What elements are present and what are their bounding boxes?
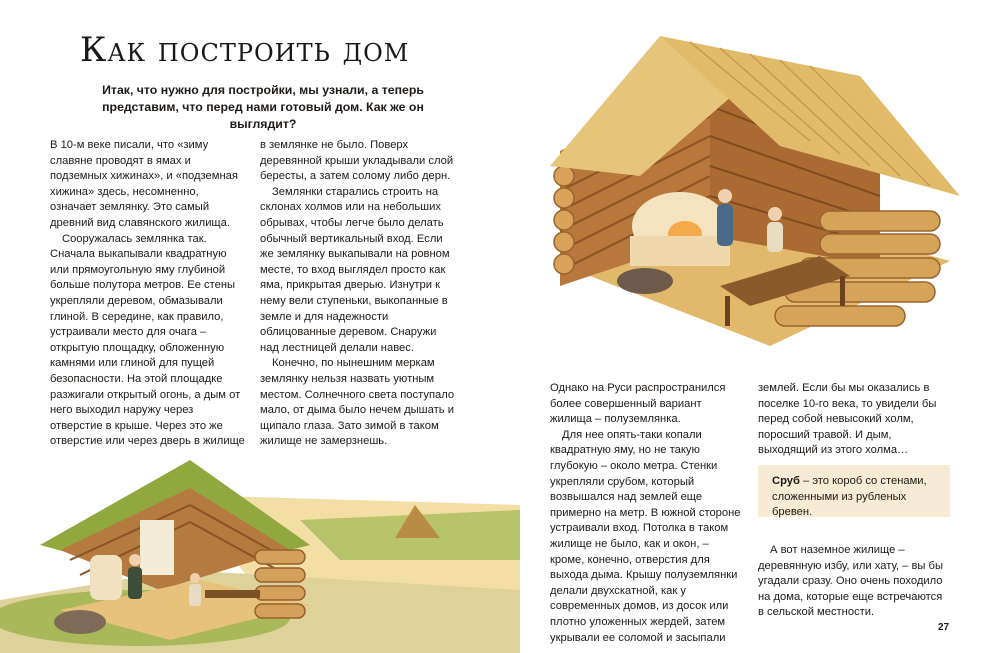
paragraph: В 10-м веке писали, что «зиму славяне проводят в ямах и подземных хижинах», и «подземная хижина» здесь, несомненно, означает землянку. Это самый древний вид славянского жилища.: [50, 139, 238, 229]
paragraph: землей. Если бы мы оказались в поселке 10-го века, то увидели бы перед собой невысокий холм, поросший травой. И дым, выходящий из этого холма…: [758, 382, 937, 457]
paragraph: Конечно, по нынешним меркам землянку нельзя назвать уютным местом. Солнечного света поступало мало, от дыма было нечем дышать и щипало глаза. Зато зимой в таком жилище не замерзнешь.: [260, 357, 455, 448]
definition-box: [758, 465, 950, 517]
text-column-2: [260, 138, 458, 450]
page-title: Как построить дом: [80, 30, 410, 70]
text-column-3: [550, 381, 745, 646]
dugout-illustration: [0, 450, 520, 653]
definition-term: Сруб: [772, 475, 800, 487]
paragraph: Для нее опять-таки копали квадратную яму, но не такую глубокую – около метра. Стенки укрепляли срубом, который возвышался над землей еще примерно на метр. В южной стороне устраивали вход. Потолка в таком жилище не было, как и окон, – кроме, конечно, отверстия для выхода дыма. Крышу полуземлянки делали двухскатной, как у современных домов, из досок или плотно уложенных жердей, затем укрывали ее соломой и засыпали: [550, 428, 741, 644]
paragraph: А вот наземное жилище – деревянную избу, или хату, – вы бы угадали сразу. Оно очень походило на дома, которые еще встречаются в сельской местности.: [758, 543, 944, 619]
paragraph: Землянки старались строить на склонах холмов или на небольших обрывах, чтобы легче было делать обычный вертикальный вход. Если же землянку выкапывали на ровном месте, то вход выглядел просто как яма, прикрытая дверью. Изнутри к нему вели ступеньки, выкопанные в земле и для надежности облицованные деревом. Снаружи над лестницей делали навес.: [260, 185, 450, 354]
definition-body: – это короб со стенами, сложенными из рубленых бревен.: [772, 475, 927, 519]
text-column-1: [50, 138, 248, 465]
definition-text: [772, 474, 944, 521]
paragraph: в землянке не было. Поверх деревянной крыши укладывали слой бересты, а затем солому либо дерн.: [260, 139, 454, 183]
paragraph: Сооружалась землянка так. Сначала выкапывали квадратную или прямоугольную яму глубиной больше полутора метров. Ее стены укрепляли деревом, обмазывали глиной. В середине, как правило, устраивали место для очага – открытую площадку, обложенную камнями или глиной для пущей безопасности. На этой площадке разжигали открытый огонь, а дым от него выходил наружу через отверстие в крыше. Через это же отверстие или через дверь в жилище: [50, 232, 245, 448]
lead-paragraph: Итак, что нужно для постройки, мы узнали, а теперь представим, что перед нами готовый дом. Как же он выглядит?: [102, 83, 424, 131]
log-house-illustration: [520, 36, 960, 366]
page-number: 27: [938, 622, 950, 633]
paragraph: Однако на Руси распространился более совершенный вариант жилища – полуземлянка.: [550, 382, 726, 426]
